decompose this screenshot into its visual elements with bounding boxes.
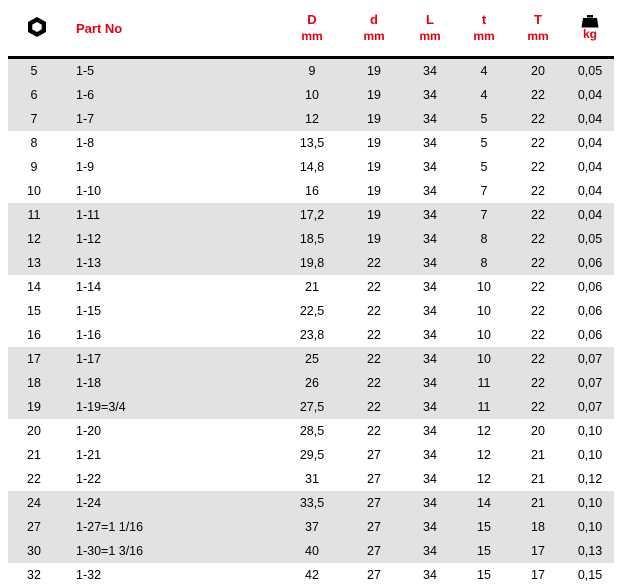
table-header	[8, 0, 614, 56]
table-row	[8, 299, 614, 323]
cell-t: 10	[458, 323, 510, 347]
cell-D: 17,2	[278, 203, 346, 227]
cell-d: 22	[346, 299, 402, 323]
cell-D: 31	[278, 467, 346, 491]
cell-t: 4	[458, 83, 510, 107]
cell-part: 1-12	[66, 227, 278, 251]
cell-d: 27	[346, 563, 402, 587]
cell-t: 12	[458, 467, 510, 491]
cell-code: 6	[8, 83, 66, 107]
cell-D: 9	[278, 59, 346, 83]
cell-L: 34	[402, 155, 458, 179]
cell-D: 23,8	[278, 323, 346, 347]
cell-L: 34	[402, 323, 458, 347]
cell-T: 22	[510, 131, 566, 155]
cell-D: 29,5	[278, 443, 346, 467]
cell-d: 27	[346, 467, 402, 491]
cell-kg: 0,06	[566, 275, 614, 299]
cell-t: 15	[458, 539, 510, 563]
cell-d: 19	[346, 179, 402, 203]
cell-L: 34	[402, 467, 458, 491]
cell-part: 1-27=1 1/16	[66, 515, 278, 539]
table-row	[8, 467, 614, 491]
cell-kg: 0,05	[566, 59, 614, 83]
table-row	[8, 275, 614, 299]
cell-kg: 0,10	[566, 419, 614, 443]
cell-T: 21	[510, 467, 566, 491]
cell-D: 42	[278, 563, 346, 587]
cell-T: 22	[510, 155, 566, 179]
cell-part: 1-20	[66, 419, 278, 443]
cell-d: 19	[346, 203, 402, 227]
cell-D: 25	[278, 347, 346, 371]
cell-kg: 0,04	[566, 203, 614, 227]
cell-code: 18	[8, 371, 66, 395]
cell-part: 1-17	[66, 347, 278, 371]
cell-L: 34	[402, 419, 458, 443]
cell-code: 14	[8, 275, 66, 299]
header-unit-L: mm	[419, 28, 441, 43]
cell-L: 34	[402, 203, 458, 227]
cell-code: 15	[8, 299, 66, 323]
cell-code: 17	[8, 347, 66, 371]
cell-kg: 0,07	[566, 395, 614, 419]
cell-d: 19	[346, 59, 402, 83]
table-row	[8, 491, 614, 515]
cell-d: 27	[346, 443, 402, 467]
weight-icon	[581, 15, 599, 27]
cell-t: 8	[458, 251, 510, 275]
parts-specification-table	[8, 0, 614, 587]
cell-T: 22	[510, 395, 566, 419]
cell-t: 12	[458, 419, 510, 443]
cell-code: 5	[8, 59, 66, 83]
cell-part: 1-11	[66, 203, 278, 227]
cell-part: 1-18	[66, 371, 278, 395]
cell-T: 17	[510, 539, 566, 563]
cell-D: 13,5	[278, 131, 346, 155]
cell-L: 34	[402, 299, 458, 323]
cell-d: 22	[346, 395, 402, 419]
cell-part: 1-22	[66, 467, 278, 491]
hexagon-icon-cell	[8, 0, 66, 56]
cell-t: 10	[458, 275, 510, 299]
cell-T: 22	[510, 83, 566, 107]
cell-T: 17	[510, 563, 566, 587]
table-row	[8, 563, 614, 587]
cell-D: 12	[278, 107, 346, 131]
table-row	[8, 251, 614, 275]
cell-t: 7	[458, 203, 510, 227]
cell-part: 1-9	[66, 155, 278, 179]
cell-code: 10	[8, 179, 66, 203]
cell-T: 22	[510, 203, 566, 227]
cell-d: 27	[346, 491, 402, 515]
cell-kg: 0,10	[566, 443, 614, 467]
cell-kg: 0,04	[566, 179, 614, 203]
cell-D: 18,5	[278, 227, 346, 251]
cell-part: 1-5	[66, 59, 278, 83]
cell-T: 22	[510, 347, 566, 371]
table-row	[8, 539, 614, 563]
cell-part: 1-32	[66, 563, 278, 587]
header-col-L	[402, 0, 458, 56]
cell-L: 34	[402, 59, 458, 83]
cell-code: 13	[8, 251, 66, 275]
table-row	[8, 395, 614, 419]
cell-code: 27	[8, 515, 66, 539]
cell-D: 16	[278, 179, 346, 203]
header-col-T	[510, 0, 566, 56]
cell-D: 19,8	[278, 251, 346, 275]
cell-kg: 0,06	[566, 299, 614, 323]
cell-kg: 0,05	[566, 227, 614, 251]
cell-D: 10	[278, 83, 346, 107]
cell-t: 10	[458, 299, 510, 323]
cell-L: 34	[402, 107, 458, 131]
table-row	[8, 131, 614, 155]
cell-D: 28,5	[278, 419, 346, 443]
cell-code: 12	[8, 227, 66, 251]
table-row	[8, 107, 614, 131]
table-row	[8, 59, 614, 83]
table-row	[8, 155, 614, 179]
cell-d: 22	[346, 323, 402, 347]
cell-part: 1-14	[66, 275, 278, 299]
cell-d: 27	[346, 515, 402, 539]
header-col-t	[458, 0, 510, 56]
cell-kg: 0,04	[566, 131, 614, 155]
cell-D: 14,8	[278, 155, 346, 179]
cell-D: 37	[278, 515, 346, 539]
cell-t: 5	[458, 107, 510, 131]
cell-L: 34	[402, 539, 458, 563]
table-row	[8, 347, 614, 371]
cell-t: 4	[458, 59, 510, 83]
cell-D: 27,5	[278, 395, 346, 419]
cell-t: 11	[458, 371, 510, 395]
cell-L: 34	[402, 179, 458, 203]
cell-code: 8	[8, 131, 66, 155]
header-col-D	[278, 0, 346, 56]
cell-T: 22	[510, 227, 566, 251]
header-col-weight	[566, 0, 614, 56]
cell-d: 22	[346, 371, 402, 395]
cell-part: 1-7	[66, 107, 278, 131]
cell-part: 1-8	[66, 131, 278, 155]
header-unit-t: mm	[473, 28, 495, 43]
cell-kg: 0,06	[566, 323, 614, 347]
cell-kg: 0,06	[566, 251, 614, 275]
cell-T: 22	[510, 323, 566, 347]
cell-kg: 0,13	[566, 539, 614, 563]
table-row	[8, 515, 614, 539]
cell-kg: 0,07	[566, 371, 614, 395]
header-unit-D: mm	[301, 28, 323, 43]
cell-kg: 0,07	[566, 347, 614, 371]
table-row	[8, 371, 614, 395]
cell-d: 19	[346, 83, 402, 107]
cell-kg: 0,04	[566, 107, 614, 131]
header-unit-d: mm	[363, 28, 385, 43]
cell-part: 1-15	[66, 299, 278, 323]
header-symbol-d: d	[370, 12, 378, 28]
cell-d: 19	[346, 227, 402, 251]
cell-t: 5	[458, 131, 510, 155]
cell-code: 24	[8, 491, 66, 515]
table-row	[8, 83, 614, 107]
cell-d: 22	[346, 347, 402, 371]
cell-T: 22	[510, 371, 566, 395]
cell-T: 22	[510, 107, 566, 131]
cell-t: 12	[458, 443, 510, 467]
cell-L: 34	[402, 275, 458, 299]
cell-T: 20	[510, 59, 566, 83]
cell-d: 22	[346, 419, 402, 443]
table-row	[8, 227, 614, 251]
table-row	[8, 419, 614, 443]
cell-T: 20	[510, 419, 566, 443]
cell-T: 22	[510, 275, 566, 299]
header-symbol-t: t	[481, 12, 487, 28]
cell-d: 19	[346, 155, 402, 179]
cell-t: 8	[458, 227, 510, 251]
cell-kg: 0,15	[566, 563, 614, 587]
cell-t: 15	[458, 563, 510, 587]
cell-part: 1-10	[66, 179, 278, 203]
cell-kg: 0,04	[566, 83, 614, 107]
cell-code: 7	[8, 107, 66, 131]
cell-code: 22	[8, 467, 66, 491]
cell-D: 33,5	[278, 491, 346, 515]
cell-D: 21	[278, 275, 346, 299]
hexagon-icon	[27, 16, 47, 38]
cell-T: 22	[510, 179, 566, 203]
cell-t: 5	[458, 155, 510, 179]
cell-L: 34	[402, 443, 458, 467]
cell-L: 34	[402, 227, 458, 251]
cell-L: 34	[402, 371, 458, 395]
cell-code: 32	[8, 563, 66, 587]
header-symbol-L: L	[426, 12, 434, 28]
table-row	[8, 179, 614, 203]
cell-d: 27	[346, 539, 402, 563]
cell-D: 40	[278, 539, 346, 563]
cell-D: 22,5	[278, 299, 346, 323]
cell-kg: 0,04	[566, 155, 614, 179]
cell-d: 22	[346, 251, 402, 275]
header-part-no: Part No	[66, 0, 278, 56]
cell-t: 7	[458, 179, 510, 203]
cell-kg: 0,10	[566, 491, 614, 515]
header-symbol-D: D	[307, 12, 317, 28]
cell-L: 34	[402, 515, 458, 539]
cell-code: 20	[8, 419, 66, 443]
cell-D: 26	[278, 371, 346, 395]
cell-L: 34	[402, 347, 458, 371]
header-row	[8, 0, 614, 56]
cell-part: 1-19=3/4	[66, 395, 278, 419]
cell-T: 22	[510, 251, 566, 275]
cell-d: 22	[346, 275, 402, 299]
cell-code: 9	[8, 155, 66, 179]
cell-L: 34	[402, 83, 458, 107]
cell-code: 16	[8, 323, 66, 347]
cell-L: 34	[402, 251, 458, 275]
cell-kg: 0,10	[566, 515, 614, 539]
cell-part: 1-30=1 3/16	[66, 539, 278, 563]
cell-d: 19	[346, 107, 402, 131]
cell-part: 1-13	[66, 251, 278, 275]
cell-t: 14	[458, 491, 510, 515]
cell-T: 22	[510, 299, 566, 323]
cell-code: 21	[8, 443, 66, 467]
table-row	[8, 323, 614, 347]
table-body	[8, 59, 614, 587]
cell-code: 30	[8, 539, 66, 563]
header-unit-T: mm	[527, 28, 549, 43]
cell-L: 34	[402, 395, 458, 419]
header-symbol-T: T	[534, 12, 542, 28]
cell-T: 18	[510, 515, 566, 539]
cell-L: 34	[402, 491, 458, 515]
header-col-d	[346, 0, 402, 56]
cell-t: 10	[458, 347, 510, 371]
cell-kg: 0,12	[566, 467, 614, 491]
header-unit-weight: kg	[582, 26, 597, 41]
cell-part: 1-16	[66, 323, 278, 347]
cell-t: 15	[458, 515, 510, 539]
cell-L: 34	[402, 131, 458, 155]
cell-L: 34	[402, 563, 458, 587]
cell-part: 1-6	[66, 83, 278, 107]
cell-t: 11	[458, 395, 510, 419]
cell-T: 21	[510, 443, 566, 467]
cell-part: 1-21	[66, 443, 278, 467]
cell-d: 19	[346, 131, 402, 155]
table-row	[8, 203, 614, 227]
cell-part: 1-24	[66, 491, 278, 515]
cell-code: 19	[8, 395, 66, 419]
table-row	[8, 443, 614, 467]
cell-code: 11	[8, 203, 66, 227]
cell-T: 21	[510, 491, 566, 515]
